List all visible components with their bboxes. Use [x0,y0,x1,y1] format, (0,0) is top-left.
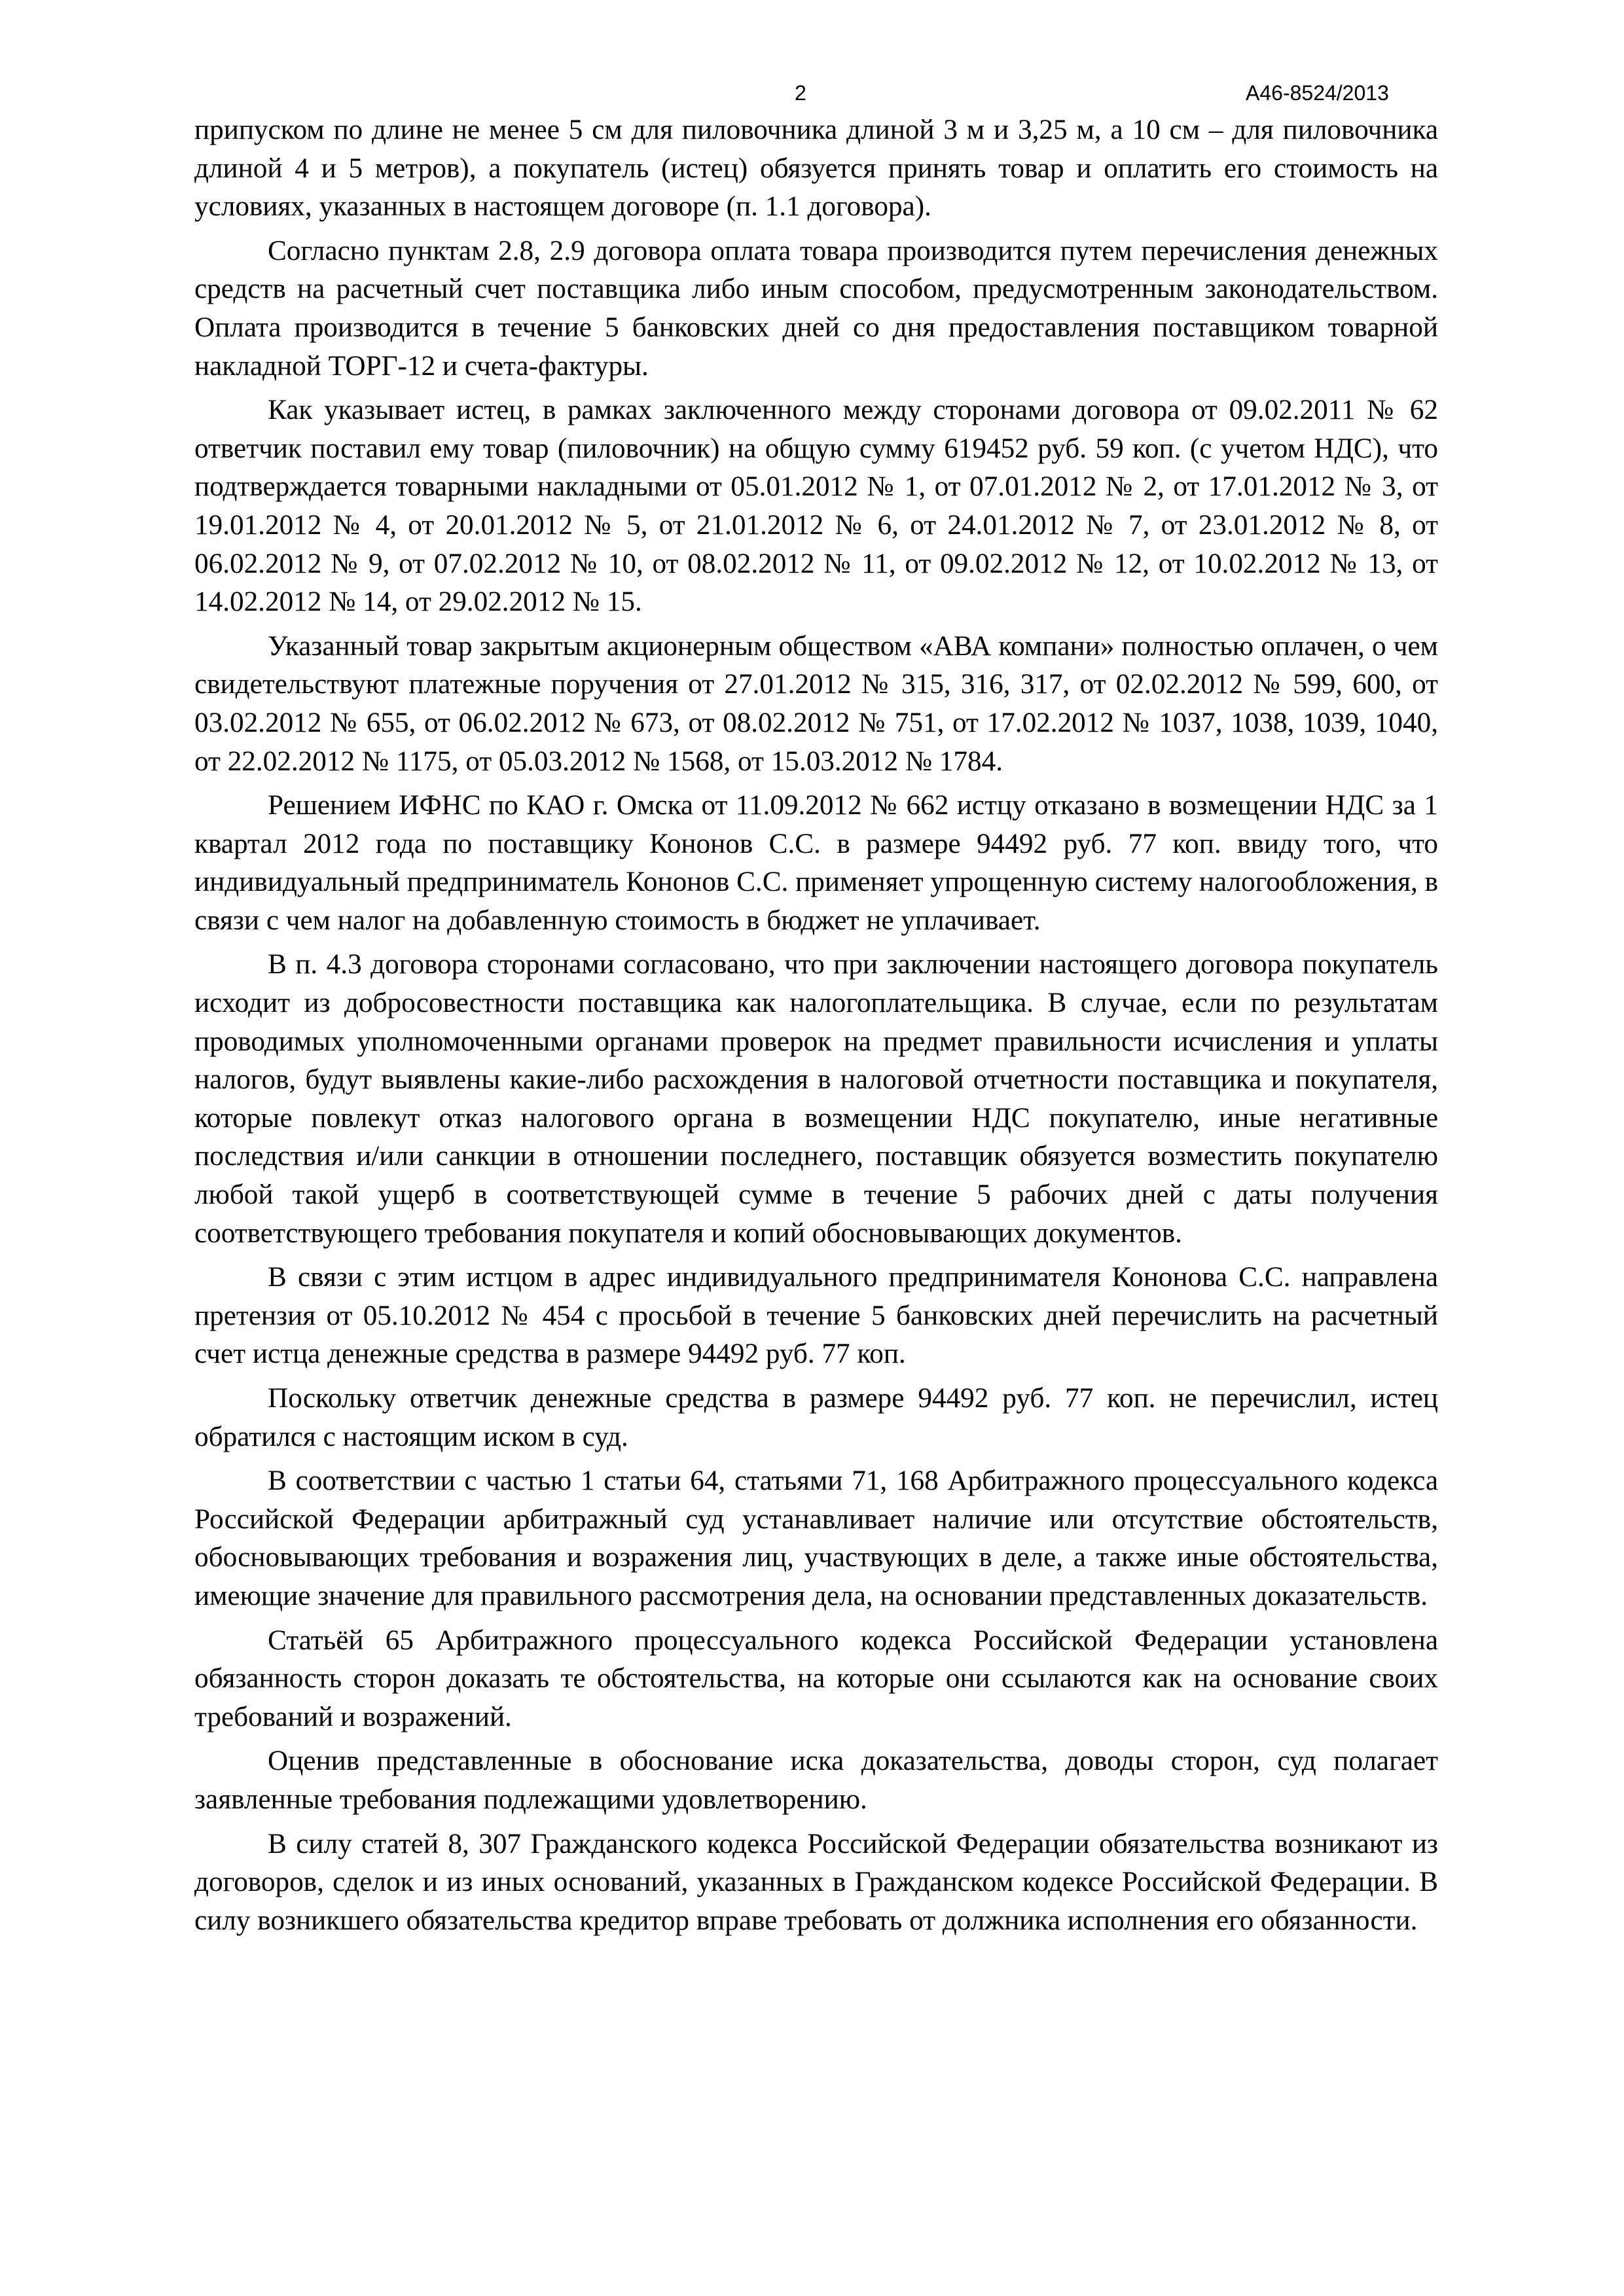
paragraph-evaluation: Оценив представленные в обоснование иска доказательства, доводы сторон, суд полагает заявленные требования подлежащими удовлетворению. [194,1746,1438,1815]
page-number: 2 [795,81,806,105]
paragraph-delivery: Как указывает истец, в рамках заключенного между сторонами договора от 09.02.2011 № 62 ответчик поставил ему товар (пиловочник) на общую сумму 619452 руб. 59 коп. (с учетом НДС), что подтверждается товарными накладными от 05.01.2012 № 1, от 07.01.2012 № 2, от 17.01.2012 № 3, от 19.01.2012 № 4, от 20.01.2012 № 5, от 21.01.2012 № 6, от 24.01.2012 № 7, от 23.01.2012 № 8, от 06.02.2012 № 9, от 07.02.2012 № 10, от 08.02.2012 № 11, от 09.02.2012 № 12, от 10.02.2012 № 13, от 14.02.2012 № 14, от 29.02.2012 № 15. [194,395,1438,618]
paragraph-lawsuit: Поскольку ответчик денежные средства в размере 94492 руб. 77 коп. не перечислил, истец обратился с настоящим иском в суд. [194,1383,1438,1452]
paragraph-claim: В связи с этим истцом в адрес индивидуального предпринимателя Кононова С.С. направлена претензия от 05.10.2012 № 454 с просьбой в течение 5 банковских дней перечислить на расчетный счет истца денежные средства в размере 94492 руб. 77 коп. [194,1262,1438,1370]
paragraph-law-article-65: Статьёй 65 Арбитражного процессуального кодекса Российской Федерации установлена обязанность сторон доказать те обстоятельства, на которые они ссылаются как на основание своих требований и возражений. [194,1624,1438,1732]
case-number: А46-8524/2013 [1246,81,1389,105]
paragraph-tax-decision: Решением ИФНС по КАО г. Омска от 11.09.2012 № 662 истцу отказано в возмещении НДС за 1 квартал 2012 года по поставщику Кононов С.С. в размере 94492 руб. 77 коп. ввиду того, что индивидуальный предприниматель Кононов С.С. применяет упрощенную систему налогообложения, в связи с чем налог на добавленную стоимость в бюджет не уплачивает. [194,790,1438,936]
paragraph-law-article-64: В соответствии с частью 1 статьи 64, статьями 71, 168 Арбитражного процессуального кодекса Российской Федерации арбитражный суд устанавливает наличие или отсутствие обстоятельств, обосновывающих требования и возражения лиц, участвующих в деле, а также иные обстоятельства, имеющие значение для правильного рассмотрения дела, на основании представленных доказательств. [194,1465,1438,1611]
paragraph-payment-terms: Согласно пунктам 2.8, 2.9 договора оплата товара производится путем перечисления денежных средств на расчетный счет поставщика либо иным способом, предусмотренным законодательством. Оплата производится в течение 5 банковских дней со дня предоставления поставщиком товарной накладной ТОРГ-12 и счета-фактуры. [194,235,1438,382]
document-body [194,111,1438,1940]
paragraph-continuation: припуском по длине не менее 5 см для пиловочника длиной 3 м и 3,25 м, а 10 см – для пиловочника длиной 4 и 5 метров), а покупатель (истец) обязуется принять товар и оплатить его стоимость на условиях, указанных в настоящем договоре (п. 1.1 договора). [194,115,1438,223]
paragraph-contract-clause: В п. 4.3 договора сторонами согласовано, что при заключении настоящего договора покупатель исходит из добросовестности поставщика как налогоплательщика. В случае, если по результатам проводимых уполномоченными органами проверок на предмет правильности исчисления и уплаты налогов, будут выявлены какие-либо расхождения в налоговой отчетности поставщика и покупателя, которые повлекут отказ налогового органа в возмещении НДС покупателю, иные негативные последствия и/или санкции в отношении последнего, поставщик обязуется возместить покупателю любой такой ущерб в соответствующей сумме в течение 5 рабочих дней с даты получения соответствующего требования покупателя и копий обосновывающих документов. [194,949,1438,1249]
paragraph-civil-code: В силу статей 8, 307 Гражданского кодекса Российской Федерации обязательства возникают из договоров, сделок и из иных оснований, указанных в Гражданском кодексе Российской Федерации. В силу возникшего обязательства кредитор вправе требовать от должника исполнения его обязанности. [194,1828,1438,1936]
paragraph-payment-orders: Указанный товар закрытым акционерным обществом «АВА компани» полностью оплачен, о чем свидетельствуют платежные поручения от 27.01.2012 № 315, 316, 317, от 02.02.2012 № 599, 600, от 03.02.2012 № 655, от 06.02.2012 № 673, от 08.02.2012 № 751, от 17.02.2012 № 1037, 1038, 1039, 1040, от 22.02.2012 № 1175, от 05.03.2012 № 1568, от 15.03.2012 № 1784. [194,630,1438,777]
